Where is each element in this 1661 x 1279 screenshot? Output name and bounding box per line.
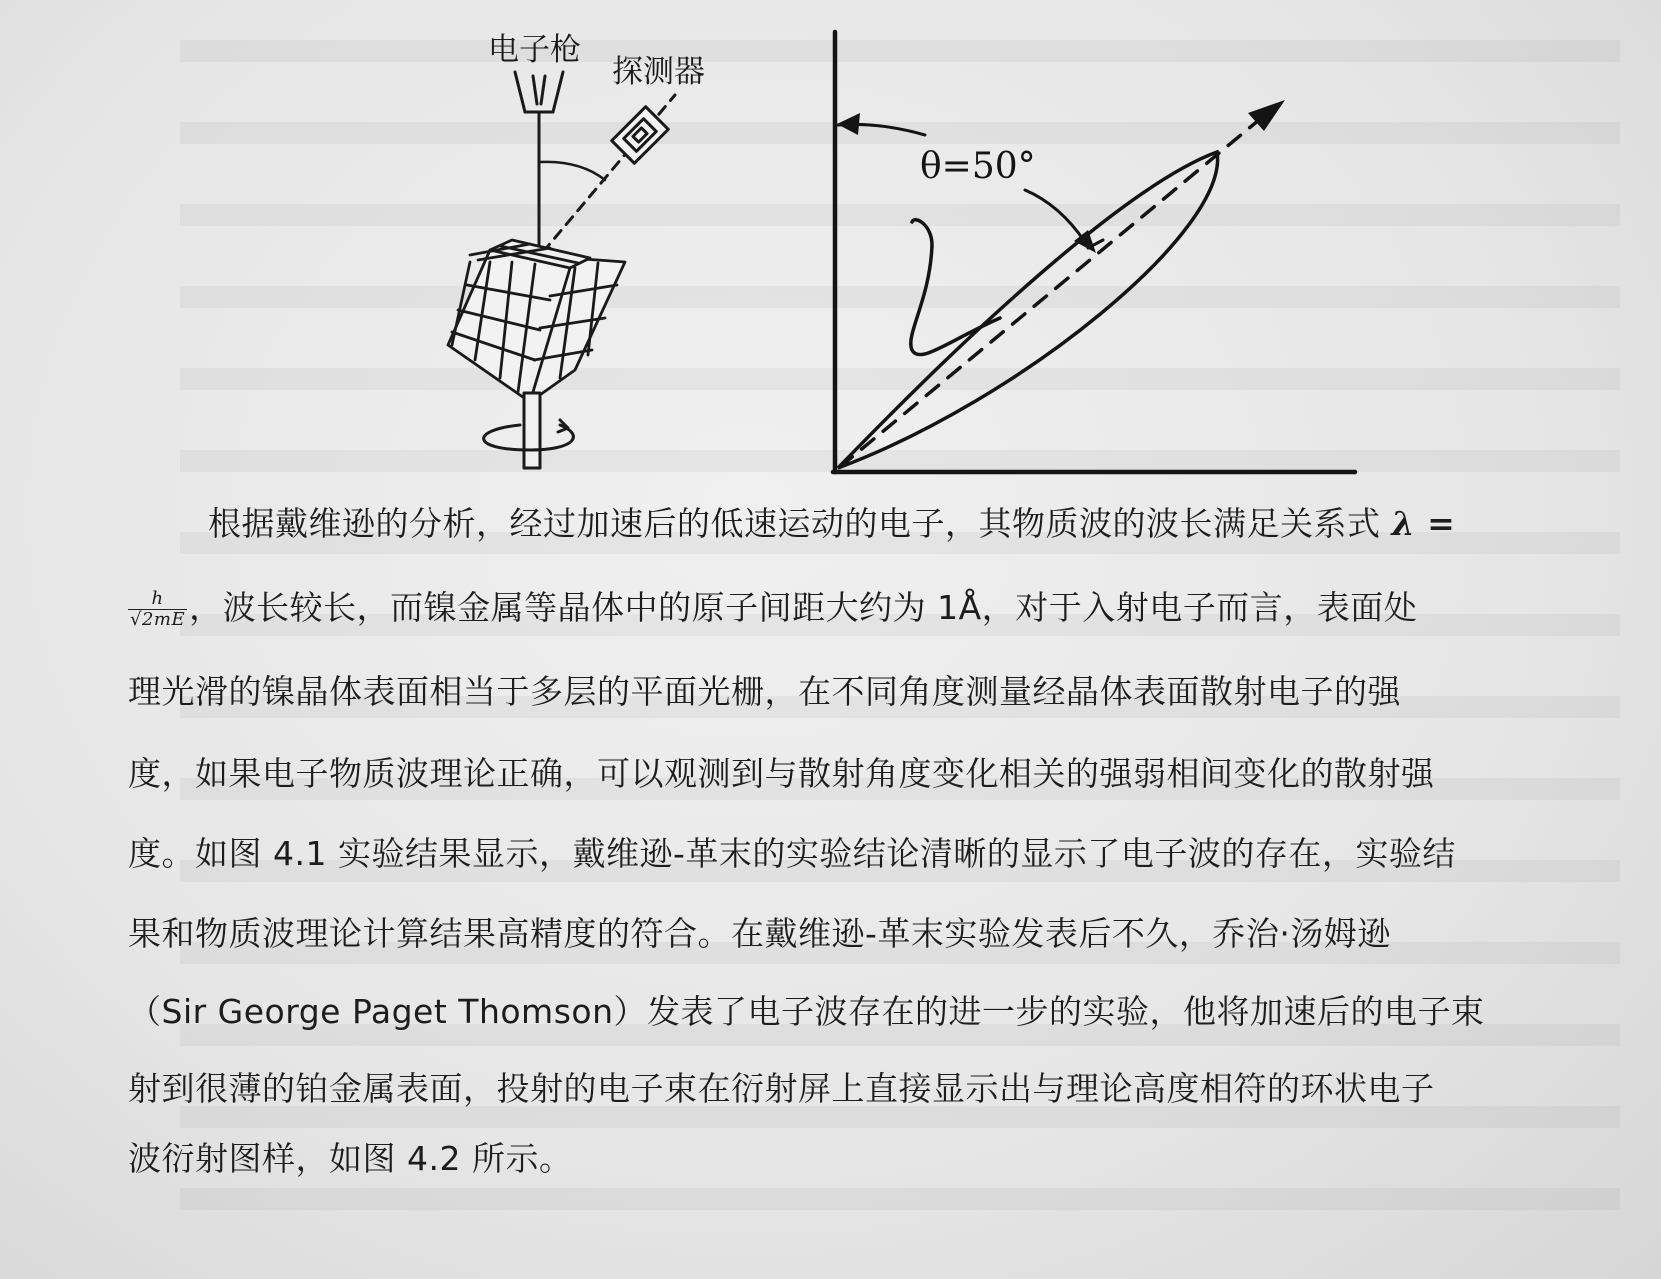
- label-detector: 探测器: [612, 54, 705, 90]
- detector-angle-arc: [539, 162, 605, 180]
- theta-pointer: [1025, 190, 1085, 242]
- paragraph-line-9: 波衍射图样，如图 4.2 所示。: [128, 1139, 573, 1178]
- paragraph-line-4: 度，如果电子物质波理论正确，可以观测到与散射角度变化相关的强弱相间变化的散射强: [128, 754, 1435, 793]
- apparatus-diagram: [448, 72, 675, 468]
- label-electron-gun: 电子枪: [488, 32, 581, 68]
- formula-lambda: λ =: [1391, 504, 1456, 543]
- figure-drawing: [0, 0, 1661, 490]
- label-theta-angle: θ=50°: [920, 146, 1036, 187]
- paragraph-line-5: 度。如图 4.1 实验结果显示，戴维逊-革末的实验结论清晰的显示了电子波的存在，实验结: [128, 834, 1456, 873]
- figure-davisson-germer: [0, 0, 1661, 490]
- scattering-direction-arrow: [840, 115, 1265, 467]
- intensity-spur: [911, 220, 1000, 355]
- line-1-text: 根据戴维逊的分析，经过加速后的低速运动的电子，其物质波的波长满足关系式: [208, 504, 1392, 543]
- formula-denominator: √2mE: [130, 609, 186, 630]
- theta-arrowhead-icon: [837, 113, 860, 135]
- intensity-plot: [833, 32, 1355, 472]
- paragraph-line-6: 果和物质波理论计算结果高精度的符合。在戴维逊-革末实验发表后不久，乔治·汤姆逊: [128, 914, 1391, 953]
- paragraph-line-1: [208, 498, 1455, 545]
- paragraph-line-2: [128, 582, 1417, 630]
- line-2-text: ，波长较长，而镍金属等晶体中的原子间距大约为 1Å，对于入射电子而言，表面处: [189, 588, 1418, 627]
- formula-numerator: h: [128, 589, 187, 610]
- formula-fraction: [128, 589, 187, 630]
- paragraph-line-3: 理光滑的镍晶体表面相当于多层的平面光栅，在不同角度测量经晶体表面散射电子的强: [128, 672, 1401, 711]
- paragraph-line-8: 射到很薄的铂金属表面，投射的电子束在衍射屏上直接显示出与理论高度相符的环状电子: [128, 1069, 1435, 1108]
- nickel-crystal-icon: [448, 240, 625, 402]
- rotation-shaft-icon: [484, 393, 574, 468]
- paragraph-line-7: （Sir George Paget Thomson）发表了电子波存在的进一步的实验，他将加速后的电子束: [128, 992, 1485, 1031]
